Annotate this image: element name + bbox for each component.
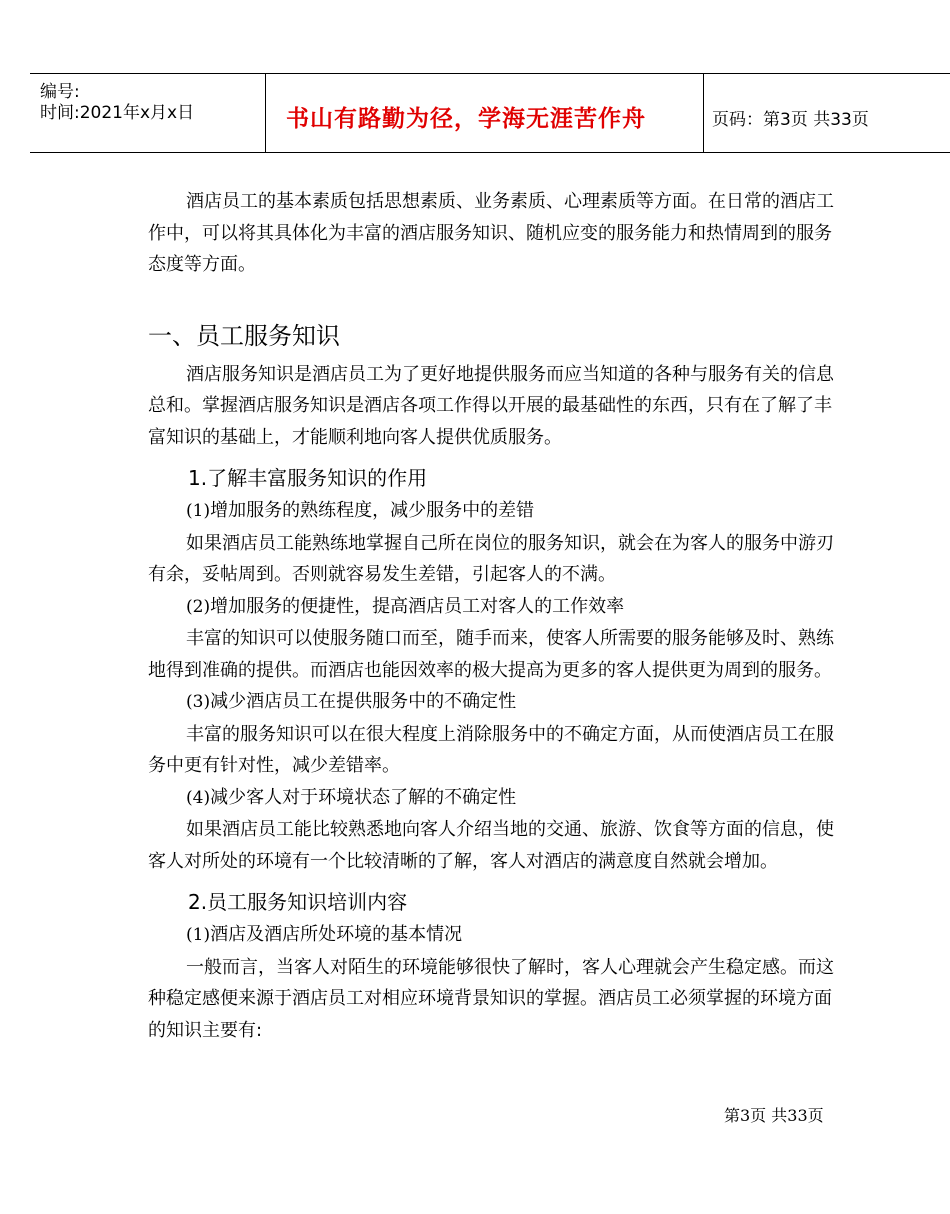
subsection-title: 2.员工服务知识培训内容 (188, 890, 408, 914)
document-body (148, 186, 834, 1046)
item-text: 如果酒店员工能熟练地掌握自己所在岗位的服务知识，就会在为客人的服务中游刃有余，妥帖周到。否则就容易发生差错，引起客人的不满。 (148, 532, 834, 585)
item-text: 丰富的知识可以使服务随口而至，随手而来，使客人所需要的服务能够及时、熟练地得到准确的提供。而酒店也能因效率的极大提高为更多的客人提供更为周到的服务。 (148, 628, 834, 681)
header-page-info: 页码：第3页 共33页 (712, 110, 869, 130)
section-intro: 酒店服务知识是酒店员工为了更好地提供服务而应当知道的各种与服务有关的信息总和。掌握酒店服务知识是酒店各项工作得以开展的最基础性的东西，只有在了解了丰富知识的基础上，才能顺利地向客人提供优质服务。 (148, 363, 834, 448)
item-heading: (3)减少酒店员工在提供服务中的不确定性 (186, 691, 517, 712)
item-heading: (2)增加服务的便捷性，提高酒店员工对客人的工作效率 (186, 595, 625, 617)
item-text: 一般而言，当客人对陌生的环境能够很快了解时，客人心理就会产生稳定感。而这种稳定感便来源于酒店员工对相应环境背景知识的掌握。酒店员工必须掌握的环境方面的知识主要有: (148, 956, 834, 1041)
item-text: 如果酒店员工能比较熟悉地向客人介绍当地的交通、旅游、饮食等方面的信息，使客人对所处的环境有一个比较清晰的了解，客人对酒店的满意度自然就会增加。 (148, 819, 834, 872)
page-footer: 第3页 共33页 (724, 1106, 824, 1125)
item-heading: (1)酒店及酒店所处环境的基本情况 (186, 924, 463, 945)
header-meta (40, 82, 194, 124)
header-divider (703, 74, 704, 152)
time-label: 时间:2021年x月x日 (40, 103, 195, 123)
subsection-title: 1.了解丰富服务知识的作用 (188, 466, 428, 490)
number-label: 编号: (40, 82, 80, 102)
header-divider (265, 74, 266, 152)
item-heading: (4)减少客人对于环境状态了解的不确定性 (186, 786, 517, 808)
section-title: 一、员工服务知识 (148, 321, 340, 350)
item-text: 丰富的服务知识可以在很大程度上消除服务中的不确定方面，从而使酒店员工在服务中更有针对性，减少差错率。 (148, 723, 834, 776)
intro-paragraph: 酒店员工的基本素质包括思想素质、业务素质、心理素质等方面。在日常的酒店工作中，可以将其具体化为丰富的酒店服务知识、随机应变的服务能力和热情周到的服务态度等方面。 (148, 191, 834, 275)
header-table (30, 73, 950, 153)
item-heading: (1)增加服务的熟练程度，减少服务中的差错 (186, 500, 535, 521)
header-motto: 书山有路勤为径，学海无涯苦作舟 (286, 106, 646, 132)
